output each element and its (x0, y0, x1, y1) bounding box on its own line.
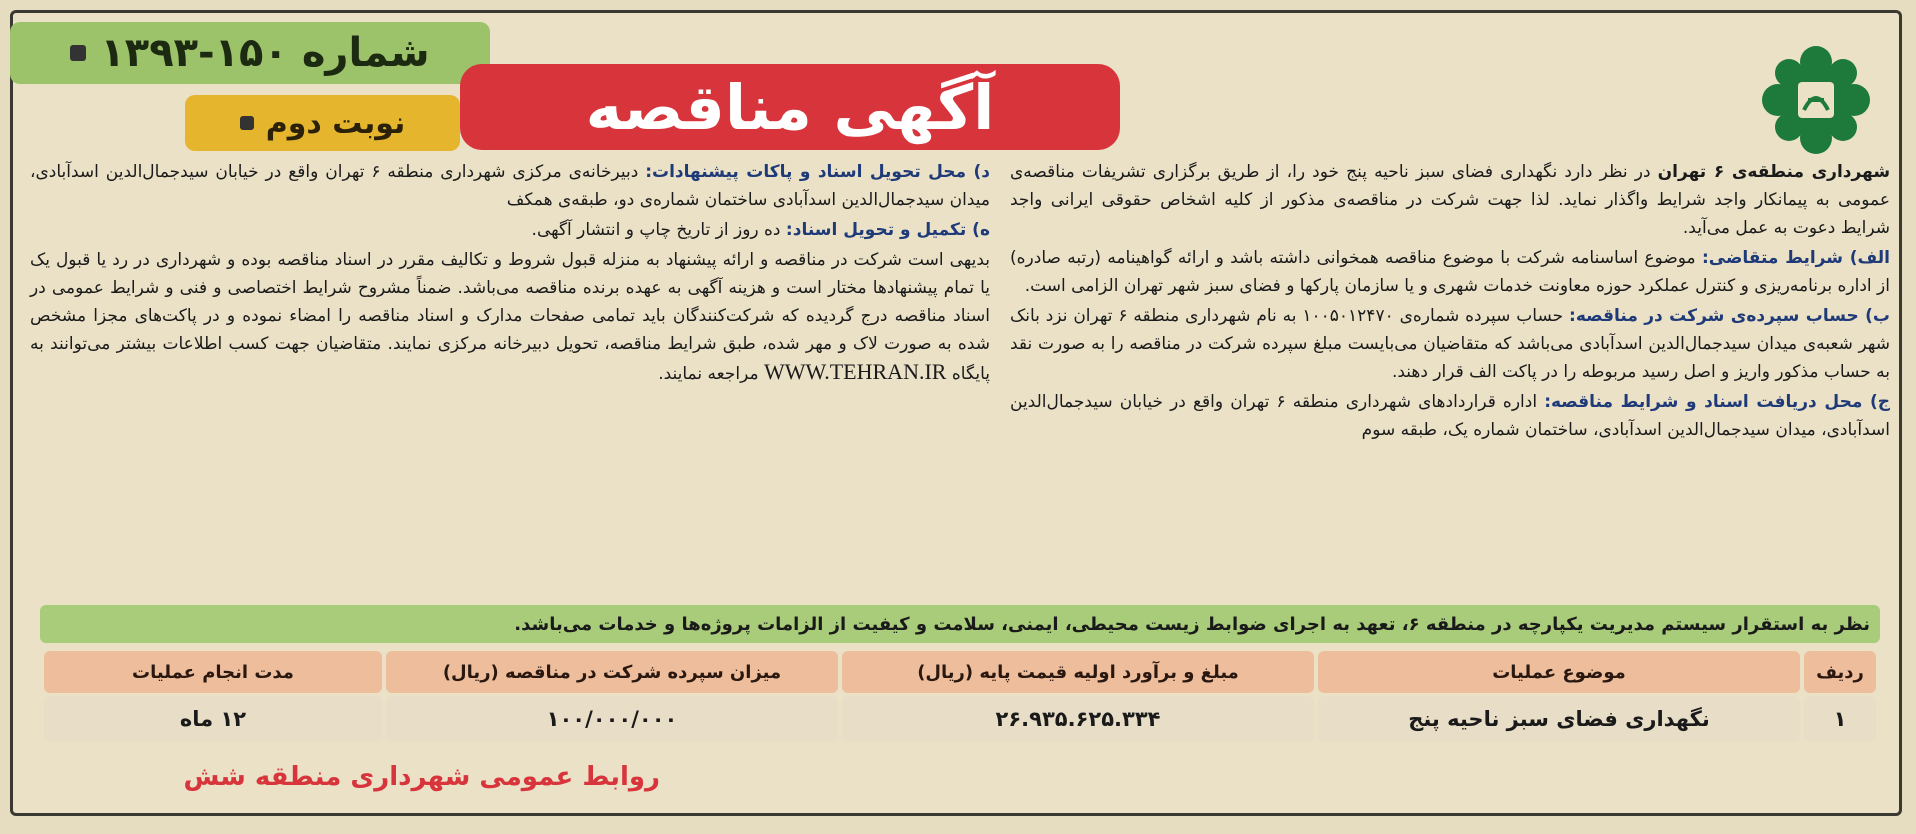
public-relations-signature (40, 762, 660, 802)
ad-number: شماره ۱۵۰-۱۳۹۳ (100, 30, 430, 76)
tehran-municipality-logo-icon (1756, 40, 1876, 160)
right-column (1010, 158, 1890, 446)
hse-notice-text: نظر به استقرار سیستم مدیریت یکپارچه در منطقه ۶، تعهد به اجرای ضوابط زیست محیطی، ایمنی، سلامت و کیفیت از الزامات پروژه‌ها و خدمات می‌باشد. (514, 613, 1870, 635)
column-header-base-price: مبلغ و برآورد اولیه قیمت پایه (ریال) (842, 651, 1314, 693)
intro-text: در نظر دارد نگهداری فضای سبز ناحیه پنج خود را، از طریق برگزاری تشریفات مناقصه‌ی عمومی به پیمانکار واجد شرایط واگذار نماید. لذا جهت شرکت در مناقصه‌ی مذکور از کلیه اشخاص حقوقی ایرانی واجد شرایط دعوت به عمل می‌آید. (1010, 162, 1890, 238)
table-row (44, 696, 1876, 742)
section-alef-text: موضوع اساسنامه شرکت با موضوع مناقصه همخوانی داشته باشد و ارائه گواهینامه (رتبه صادره) از اداره برنامه‌ریزی و کنترل عملکرد حوزه معاونت خدمات شهری و یا سازمان پارکها و فضای سبز شهر تهران الزامی است. (1010, 248, 1890, 296)
operations-table (40, 648, 1880, 745)
cell-deposit: ۱۰۰/۰۰۰/۰۰۰ (386, 696, 838, 742)
footer-text: روابط عمومی شهرداری منطقه شش (183, 762, 660, 792)
bullet-icon (70, 45, 86, 61)
section-jim-text: اداره قراردادهای شهرداری منطقه ۶ تهران واقع در خیابان سیدجمال‌الدین اسدآبادی، میدان سیدجمال‌الدین اسدآبادی، ساختمان شماره یک، طبقه سوم (1010, 392, 1890, 440)
ad-round: نوبت دوم (265, 105, 406, 141)
section-jim-title: ج) محل دریافت اسناد و شرایط مناقصه: (1544, 392, 1890, 412)
section-alef-title: الف) شرایط متقاضی: (1701, 248, 1891, 268)
section-he-completion-text: ده روز از تاریخ چاپ و انتشار آگهی. (531, 220, 781, 240)
title-banner (460, 64, 1120, 150)
section-dal-delivery (30, 158, 990, 214)
section-dal-delivery-text: دبیرخانه‌ی مرکزی شهرداری منطقه ۶ تهران واقع در خیابان سیدجمال‌الدین اسدآبادی، میدان سیدجمال‌الدین اسدآبادی ساختمان شماره‌ی دو، طبقه‌ی همکف (30, 162, 990, 210)
section-alef (1010, 244, 1890, 300)
section-be-text: حساب سپرده شماره‌ی ۱۰۰۵۰۱۲۴۷۰ به نام شهرداری منطقه ۶ تهران نزد بانک شهر شعبه‌ی میدان سیدجمال‌الدین اسدآبادی می‌باشد که متقاضیان می‌بایست مبلغ سپرده شرکت در مناقصه را به صورت نقد به حساب مذکور واریز و اصل رسید مربوطه را در پاکت الف قرار دهند. (1010, 306, 1890, 382)
cell-base-price: ۲۶.۹۳۵.۶۲۵.۳۳۴ (842, 696, 1314, 742)
cell-subject: نگهداری فضای سبز ناحیه پنج (1318, 696, 1800, 742)
section-dal-delivery-title: د) محل تحویل اسناد و پاکات پیشنهادات: (645, 162, 991, 182)
cell-duration: ۱۲ ماه (44, 696, 382, 742)
website-link[interactable]: WWW.TEHRAN.IR (763, 359, 947, 384)
terms-closing: مراجعه نمایند. (658, 364, 759, 384)
section-be-title: ب) حساب سپرده‌ی شرکت در مناقصه: (1569, 306, 1891, 326)
terms-paragraph (30, 246, 990, 388)
section-he-completion (30, 216, 990, 244)
column-header-deposit: میزان سپرده شرکت در مناقصه (ریال) (386, 651, 838, 693)
hse-notice (40, 605, 1880, 643)
bullet-icon (240, 116, 254, 130)
left-column (30, 158, 990, 390)
table-header-row (44, 651, 1876, 693)
number-banner (10, 22, 490, 84)
cell-row-number: ۱ (1804, 696, 1876, 742)
section-he-completion-title: ه) تکمیل و تحویل اسناد: (785, 220, 990, 240)
round-banner (185, 95, 460, 151)
column-header-subject: موضوع عملیات (1318, 651, 1800, 693)
intro-bold: شهرداری منطقه‌ی ۶ تهران (1657, 162, 1891, 182)
ad-title: آگهی مناقصه (585, 70, 995, 144)
terms-text: بدیهی است شرکت در مناقصه و ارائه پیشنهاد به منزله قبول شروط و تکالیف مقرر در اسناد مناقصه بوده و شهرداری در رد یا قبول یک یا تمام پیشنهادها مختار است و هزینه آگهی به عهده برنده مناقصه می‌باشد. ضمناً مشروح شرایط اختصاصی و فنی و شرایط عمومی در اسناد مناقصه درج گردیده که شرکت‌کنندگان باید تمامی صفحات مدارک و اسناد مناقصه را امضاء نموده و در پاکت‌های مجزا مشخص شده به صورت لاک و مهر شده، طبق شرایط مناقصه، تحویل دبیرخانه مرکزی نمایند. متقاضیان جهت کسب اطلاعات بیشتر می‌توانند به پایگاه (30, 250, 990, 384)
column-header-row-number: ردیف (1804, 651, 1876, 693)
section-jim (1010, 388, 1890, 444)
section-be (1010, 302, 1890, 386)
intro-paragraph (1010, 158, 1890, 242)
body-columns (30, 158, 1890, 578)
column-header-duration: مدت انجام عملیات (44, 651, 382, 693)
